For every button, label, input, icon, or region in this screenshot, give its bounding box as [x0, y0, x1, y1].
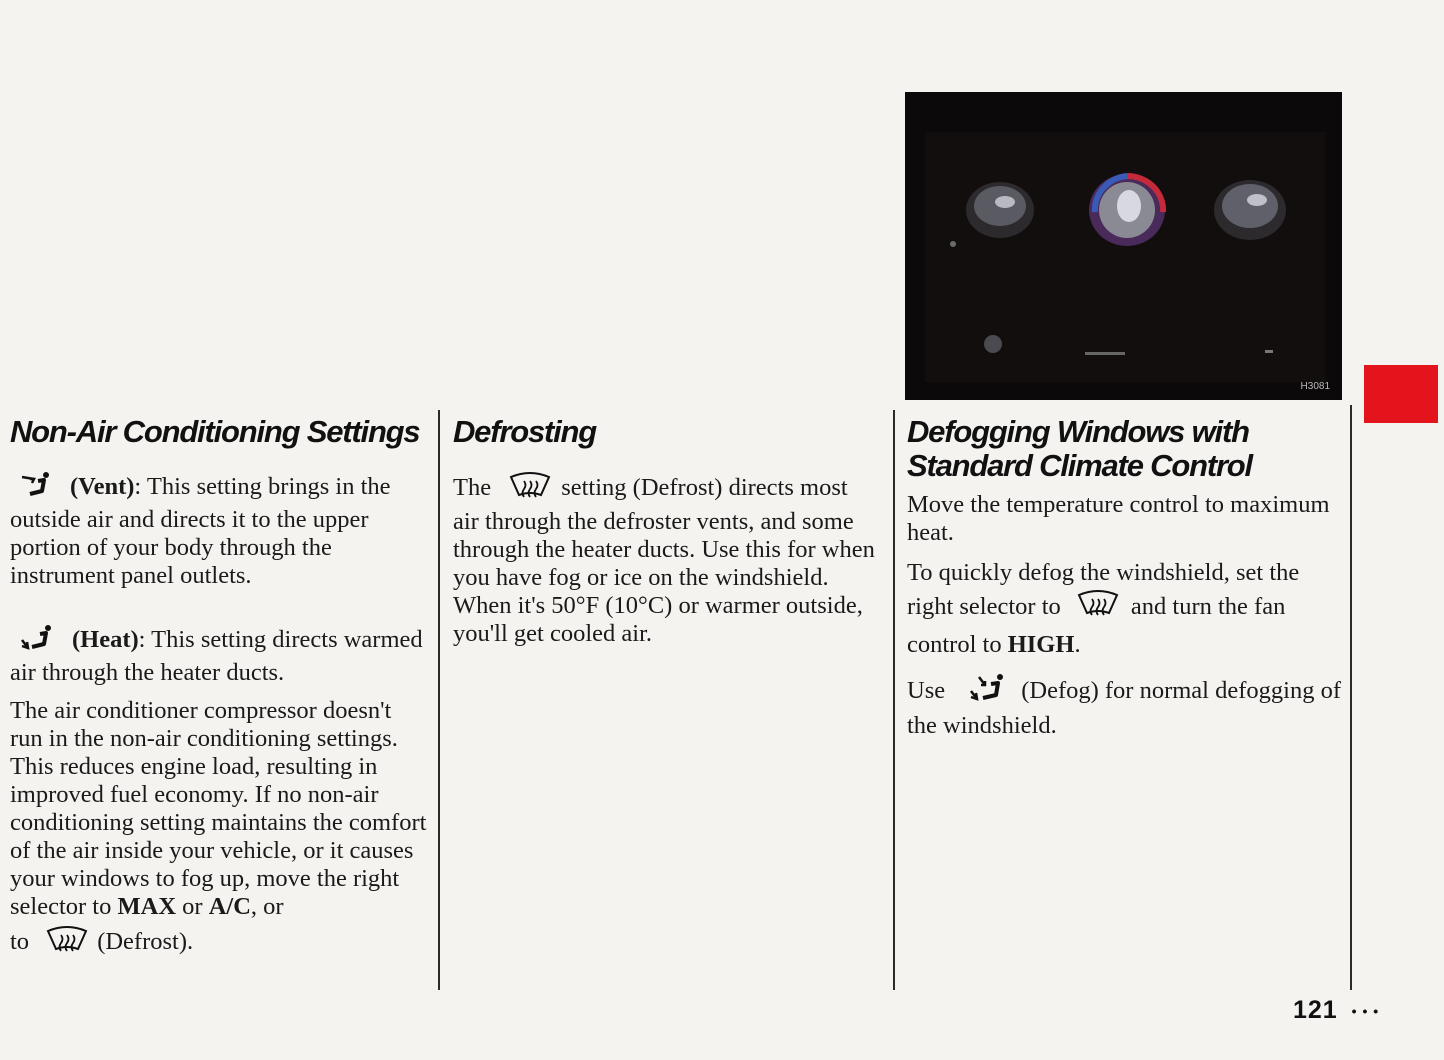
column-defogging	[907, 410, 1342, 740]
defogging-heading	[907, 415, 1342, 483]
vent-icon	[20, 471, 52, 506]
to-text: to	[10, 928, 30, 956]
defrost-icon	[45, 925, 89, 962]
vent-text: : This setting brings in the outside air and directs it to the upper portion of your body through the instrument panel outlets.	[10, 473, 391, 589]
heat-label: (Heat)	[72, 626, 139, 654]
quick-defog-text: To quickly defog the windshield, set the right selector to	[907, 559, 1300, 621]
defrosting-paragraph	[453, 471, 878, 648]
compressor-paragraph	[10, 697, 430, 921]
defog-paragraph	[907, 673, 1342, 740]
section-tab-marker	[1364, 365, 1438, 423]
column-rule-3	[1350, 405, 1352, 990]
heat-text: : This setting directs warmed air through the heater ducts.	[10, 626, 423, 686]
ac-label: A/C	[208, 893, 251, 920]
high-label: HIGH	[1007, 631, 1075, 658]
climate-control-illustration	[905, 92, 1342, 400]
heat-paragraph	[10, 624, 430, 687]
defrost-line	[10, 925, 430, 962]
page-number-value: 121	[1293, 996, 1338, 1024]
defogging-heading-line2: Standard Climate Control	[907, 448, 1252, 483]
vent-paragraph	[10, 471, 430, 590]
fan-control-text: and turn the fan control to	[907, 593, 1286, 658]
use-text: Use	[907, 677, 946, 705]
photo-code: H3081	[1300, 381, 1330, 392]
page-dots: • • •	[1351, 1003, 1380, 1020]
defrosting-heading: Defrosting	[453, 414, 597, 449]
max-label: MAX	[117, 893, 177, 920]
defrost-icon	[507, 471, 553, 508]
compressor-text: The air conditioner compressor doesn't run in the non-air conditioning settings. This reduces engine load, resulting in improved fuel economy. If no non-air conditioning setting maintains the comfort of the air inside your vehicle, or it causes your windows to fog up, move the right selector to	[10, 697, 427, 920]
quick-defog-paragraph	[907, 556, 1342, 661]
page-number	[1293, 996, 1379, 1025]
temperature-paragraph: Move the temperature control to maximum heat.	[907, 491, 1330, 546]
defog-text: (Defog) for normal defogging of the windshield.	[907, 677, 1341, 739]
defog-icon	[967, 673, 1007, 712]
non-air-heading: Non-Air Conditioning Settings	[10, 414, 420, 449]
column-rule-2	[893, 410, 895, 990]
defrosting-text: setting (Defrost) directs most air through the defroster vents, and some through the heater ducts. Use this for when you have fog or ice on the windshield. When it's 50°F (10°C) or warmer outside, you'll get cooled air.	[453, 474, 875, 647]
vent-label: (Vent)	[70, 473, 135, 501]
or-text-1: or	[176, 893, 209, 920]
heat-icon	[20, 624, 54, 659]
period-text: .	[1074, 631, 1081, 658]
or-text-2: , or	[250, 893, 284, 920]
column-rule-1	[438, 410, 440, 990]
column-non-air	[10, 410, 430, 962]
the-text: The	[453, 474, 492, 502]
defrost-paren-text: (Defrost).	[97, 928, 194, 956]
defogging-heading-line1: Defogging Windows with	[907, 414, 1249, 449]
column-defrosting	[453, 410, 878, 648]
climate-control-photo	[905, 92, 1342, 400]
defrost-icon	[1075, 589, 1121, 628]
